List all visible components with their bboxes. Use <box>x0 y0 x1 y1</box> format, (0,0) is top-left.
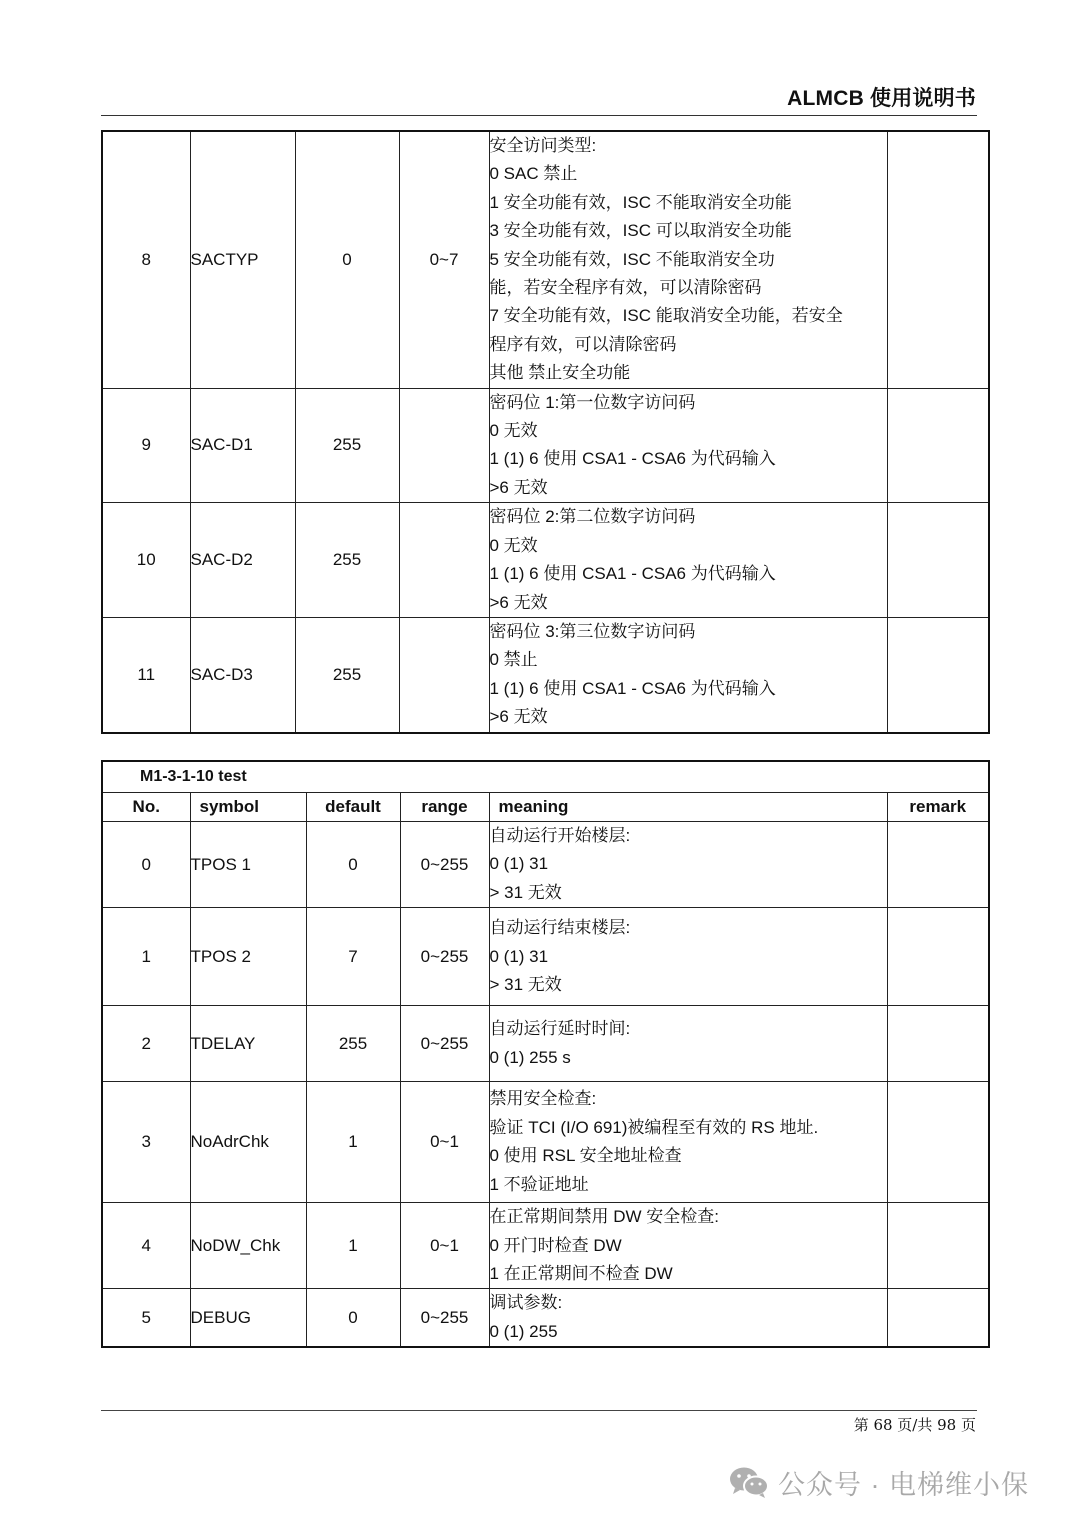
meaning-line: 自动运行开始楼层: <box>489 826 631 845</box>
cell-default: 255 <box>295 503 399 618</box>
cell-meaning <box>489 1082 887 1203</box>
cell-no: 8 <box>102 131 190 388</box>
cell-no: 1 <box>102 908 190 1006</box>
cell-range: 0~1 <box>400 1082 489 1203</box>
cell-default: 7 <box>306 908 400 1006</box>
header-no: No. <box>102 793 190 822</box>
meaning-line: 0 开门时检查 DW <box>489 1235 622 1255</box>
header-divider <box>101 115 977 116</box>
cell-default: 1 <box>306 1203 400 1289</box>
cell-remark <box>887 1082 989 1203</box>
table-row <box>102 1289 989 1347</box>
meaning-line: 0 (1) 31 <box>489 946 549 966</box>
cell-remark <box>887 131 989 388</box>
watermark <box>728 1462 1029 1502</box>
meaning-line: 5 安全功能有效，ISC 不能取消安全功 <box>489 249 775 269</box>
cell-symbol: TPOS 2 <box>190 908 306 1006</box>
cell-meaning <box>489 908 887 1006</box>
meaning-line: > 31 无效 <box>489 974 562 994</box>
header-symbol: symbol <box>190 793 306 822</box>
meaning-line: 0 禁止 <box>489 650 538 670</box>
cell-no: 3 <box>102 1082 190 1203</box>
wechat-icon <box>728 1465 770 1499</box>
cell-range <box>399 503 489 618</box>
cell-default: 0 <box>295 131 399 388</box>
meaning-line: 7 安全功能有效，ISC 能取消安全功能，若安全 <box>489 306 843 326</box>
table-row <box>102 908 989 1006</box>
meaning-line: 3 安全功能有效，ISC 可以取消安全功能 <box>489 221 792 241</box>
cell-no: 11 <box>102 617 190 732</box>
table-row <box>102 131 989 388</box>
cell-range <box>399 617 489 732</box>
table-row <box>102 1006 989 1082</box>
meaning-line: 1 (1) 6 使用 CSA1 - CSA6 为代码输入 <box>489 449 776 469</box>
cell-range: 0~255 <box>400 1006 489 1082</box>
meaning-line: 安全访问类型: <box>489 136 597 155</box>
table-caption: M1-3-1-10 test <box>102 761 989 793</box>
meaning-line: 1 不验证地址 <box>489 1174 589 1194</box>
cell-remark <box>887 822 989 908</box>
meaning-line: 0 SAC 禁止 <box>489 164 578 184</box>
cell-remark <box>887 908 989 1006</box>
cell-meaning <box>489 388 887 503</box>
watermark-text: 公众号 · 电梯维小保 <box>778 1469 1029 1500</box>
cell-meaning <box>489 131 887 388</box>
cell-range <box>399 388 489 503</box>
footer-divider <box>101 1410 977 1411</box>
cell-default: 0 <box>306 1289 400 1347</box>
cell-remark <box>887 1006 989 1082</box>
meaning-line: 密码位 2:第二位数字访问码 <box>489 507 696 527</box>
meaning-line: 1 安全功能有效，ISC 不能取消安全功能 <box>489 192 792 212</box>
cell-meaning <box>489 1203 887 1289</box>
table-header-row <box>102 793 989 822</box>
cell-range: 0~255 <box>400 1289 489 1347</box>
meaning-line: 密码位 1:第一位数字访问码 <box>489 392 696 412</box>
header-default: default <box>306 793 400 822</box>
cell-no: 4 <box>102 1203 190 1289</box>
cell-range: 0~7 <box>399 131 489 388</box>
cell-remark <box>887 617 989 732</box>
cell-default: 255 <box>306 1006 400 1082</box>
meaning-line: 自动运行结束楼层: <box>489 918 631 938</box>
cell-symbol: TPOS 1 <box>190 822 306 908</box>
meaning-line: 在正常期间禁用 DW 安全检查: <box>489 1207 719 1227</box>
cell-default: 0 <box>306 822 400 908</box>
cell-no: 9 <box>102 388 190 503</box>
table-row <box>102 1203 989 1289</box>
meaning-line: 1 (1) 6 使用 CSA1 - CSA6 为代码输入 <box>489 564 776 584</box>
cell-symbol: SACTYP <box>190 131 295 388</box>
document-title: ALMCB 使用说明书 <box>787 87 976 110</box>
meaning-line: 其他 禁止安全功能 <box>489 363 631 383</box>
cell-range: 0~255 <box>400 822 489 908</box>
cell-symbol: DEBUG <box>190 1289 306 1347</box>
meaning-line: 0 (1) 255 <box>489 1321 558 1341</box>
meaning-line: >6 无效 <box>489 477 548 497</box>
meaning-line: > 31 无效 <box>489 882 562 902</box>
cell-no: 2 <box>102 1006 190 1082</box>
cell-default: 255 <box>295 617 399 732</box>
cell-no: 0 <box>102 822 190 908</box>
parameter-table-test <box>101 760 990 1348</box>
cell-symbol: SAC-D2 <box>190 503 295 618</box>
cell-symbol: TDELAY <box>190 1006 306 1082</box>
header-remark: remark <box>887 793 989 822</box>
cell-symbol: SAC-D1 <box>190 388 295 503</box>
cell-no: 10 <box>102 503 190 618</box>
page-number: 第 68 页/共 98 页 <box>853 1416 976 1434</box>
cell-meaning <box>489 503 887 618</box>
cell-symbol: NoDW_Chk <box>190 1203 306 1289</box>
meaning-line: 0 使用 RSL 安全地址检查 <box>489 1146 682 1166</box>
meaning-line: 密码位 3:第三位数字访问码 <box>489 621 696 641</box>
cell-meaning <box>489 1006 887 1082</box>
meaning-line: 0 (1) 31 <box>489 854 549 874</box>
meaning-line: 能，若安全程序有效，可以清除密码 <box>489 278 762 298</box>
meaning-line: 0 无效 <box>489 421 538 441</box>
cell-range: 0~1 <box>400 1203 489 1289</box>
cell-default: 1 <box>306 1082 400 1203</box>
cell-meaning <box>489 1289 887 1347</box>
meaning-line: 0 无效 <box>489 535 538 555</box>
meaning-line: >6 无效 <box>489 592 548 612</box>
header-meaning: meaning <box>489 793 887 822</box>
table-row <box>102 617 989 732</box>
cell-remark <box>887 388 989 503</box>
cell-remark <box>887 503 989 618</box>
cell-range: 0~255 <box>400 908 489 1006</box>
meaning-line: 自动运行延时时间: <box>489 1019 631 1039</box>
cell-no: 5 <box>102 1289 190 1347</box>
meaning-line: 0 (1) 255 s <box>489 1047 571 1067</box>
meaning-line: 1 (1) 6 使用 CSA1 - CSA6 为代码输入 <box>489 678 776 698</box>
meaning-line: 验证 TCI (I/O 691)被编程至有效的 RS 地址. <box>489 1117 819 1137</box>
cell-default: 255 <box>295 388 399 503</box>
cell-remark <box>887 1203 989 1289</box>
table-row <box>102 503 989 618</box>
cell-meaning <box>489 617 887 732</box>
table-row <box>102 388 989 503</box>
cell-symbol: NoAdrChk <box>190 1082 306 1203</box>
parameter-table-security <box>101 130 990 734</box>
meaning-line: 程序有效，可以清除密码 <box>489 334 677 354</box>
meaning-line: 1 在正常期间不检查 DW <box>489 1264 673 1284</box>
meaning-line: 禁用安全检查: <box>489 1089 597 1109</box>
meaning-line: 调试参数: <box>489 1293 563 1313</box>
meaning-line: >6 无效 <box>489 707 548 727</box>
header-range: range <box>400 793 489 822</box>
cell-meaning <box>489 822 887 908</box>
table-caption-row <box>102 761 989 793</box>
table-row <box>102 822 989 908</box>
table-row <box>102 1082 989 1203</box>
cell-symbol: SAC-D3 <box>190 617 295 732</box>
cell-remark <box>887 1289 989 1347</box>
